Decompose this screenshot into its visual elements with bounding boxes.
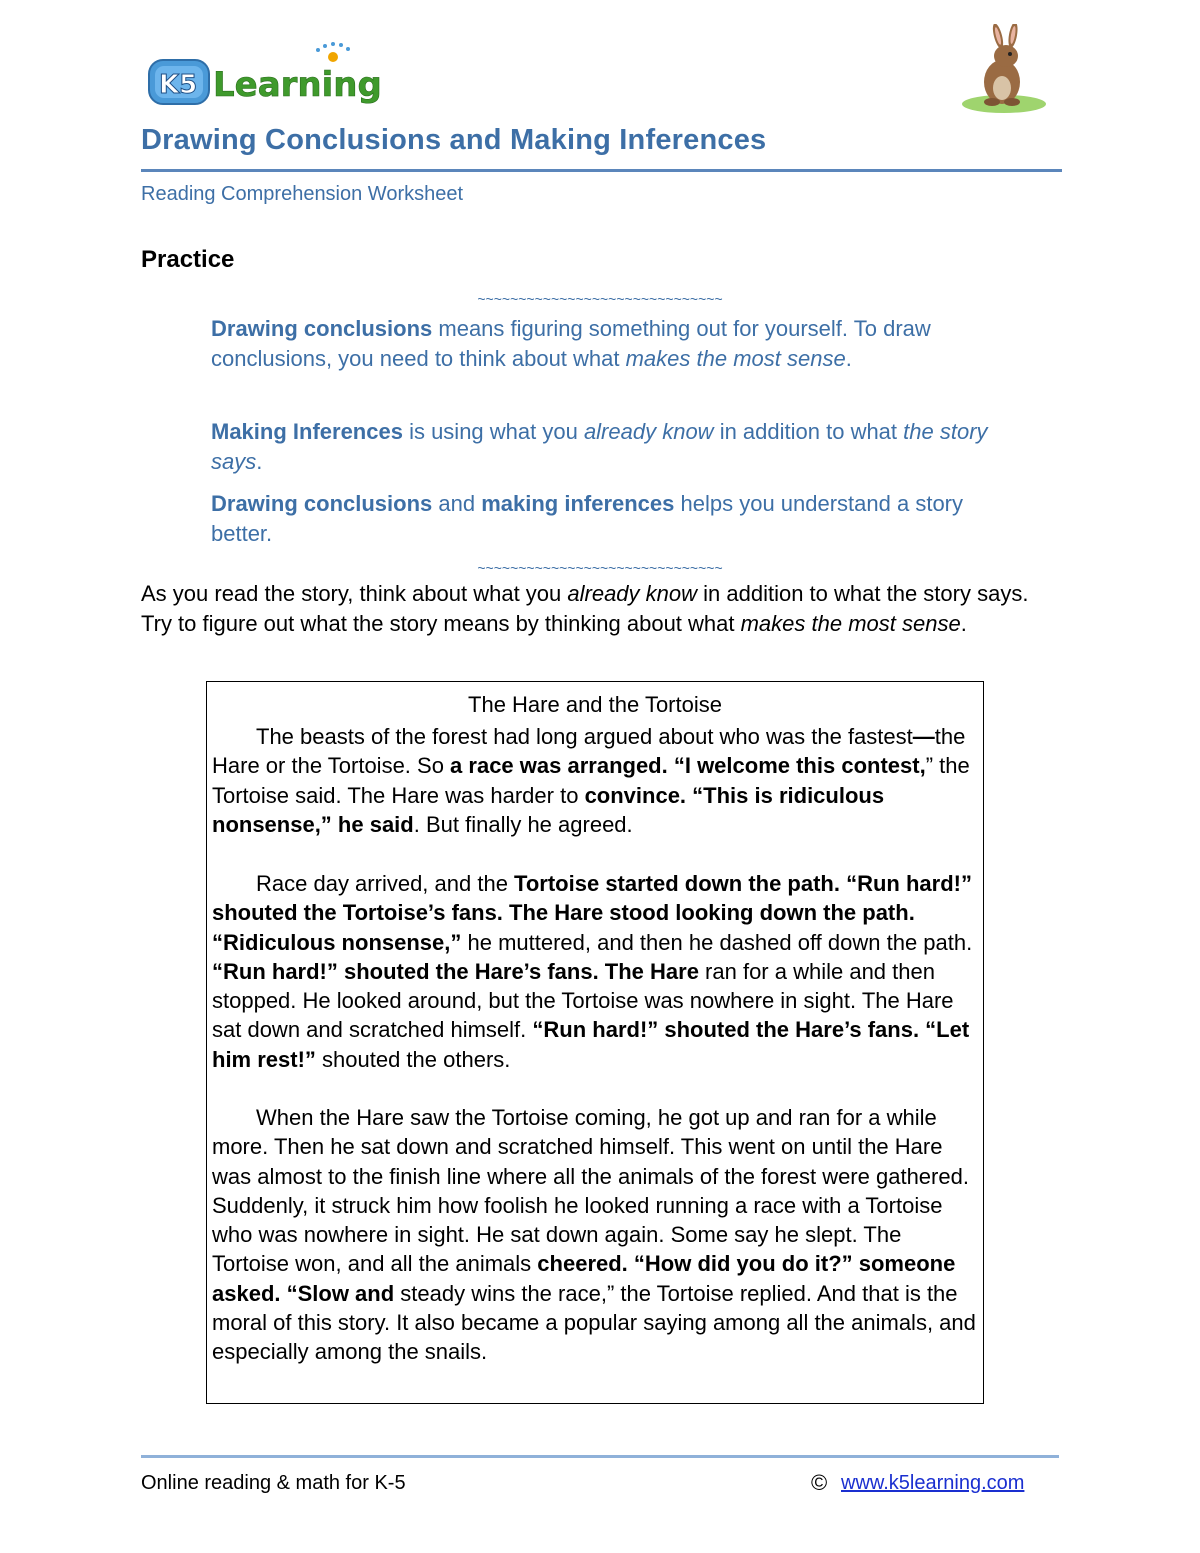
- definition-emphasis: already know: [583, 419, 714, 444]
- separator-bottom: ~~~~~~~~~~~~~~~~~~~~~~~~~~~~~~: [477, 560, 723, 576]
- story-text: . But finally he agreed.: [413, 811, 633, 837]
- story-text: ” the Tortoise said. The Hare was harder to: [212, 753, 970, 808]
- k5-learning-logo: [143, 40, 403, 112]
- definition-making-inferences: [211, 417, 1011, 477]
- definition-text: in addition to what: [713, 419, 904, 444]
- definition-term: making inferences: [481, 491, 675, 516]
- definition-emphasis: makes the most sense: [625, 346, 846, 371]
- section-heading: Practice: [141, 246, 235, 273]
- instructions-text: in addition to what the story says. Try to figure out what the story means by thinking about what: [141, 581, 1029, 636]
- story-bold-text: “Run hard!” shouted the Hare’s fans. “Let him rest!”: [212, 1017, 970, 1072]
- story-bold-text: convince. “This is ridiculous nonsense,” he said: [212, 782, 885, 837]
- story-text: shouted the others.: [315, 1046, 511, 1072]
- story-bold-text: cheered. “How did you do it?” someone asked. “Slow and: [212, 1251, 956, 1306]
- footer-tagline: Online reading & math for K-5: [141, 1472, 406, 1494]
- footer-divider: [141, 1455, 1059, 1458]
- copyright-symbol: ©: [811, 1470, 828, 1495]
- story-paragraph-3: [212, 1103, 982, 1367]
- title-divider: [141, 169, 1062, 172]
- definition-emphasis: the story says: [211, 419, 988, 474]
- svg-text:Learning: Learning: [213, 65, 382, 105]
- story-text: ran for a while and then stopped. He looked around, but the Tortoise was nowhere in sight. The Hare sat down and scratched himself.: [212, 958, 954, 1043]
- website-link[interactable]: www.k5learning.com: [841, 1472, 1025, 1494]
- story-bold-text: “Run hard!” shouted the Hare’s fans. The Hare: [212, 958, 699, 984]
- separator-top: ~~~~~~~~~~~~~~~~~~~~~~~~~~~~~~: [477, 291, 723, 307]
- story-text: he muttered, and then he dashed off down the path.: [461, 929, 973, 955]
- definition-text: is using what you: [402, 419, 584, 444]
- definition-text: and: [432, 491, 482, 516]
- instructions-text: As you read the story, think about what you: [141, 581, 568, 606]
- rabbit-illustration: [958, 24, 1050, 114]
- definition-text: helps you understand a story better.: [211, 491, 964, 546]
- instructions-emphasis: already know: [567, 581, 698, 606]
- definition-term: Making Inferences: [211, 419, 403, 444]
- story-text: Race day arrived, and the: [256, 871, 515, 896]
- definition-summary: [211, 489, 1011, 549]
- instructions-paragraph: [141, 579, 1061, 639]
- definition-text: .: [845, 346, 852, 371]
- definition-text: means figuring something out for yourself. To draw conclusions, you need to think about what: [211, 316, 931, 371]
- story-paragraph-2: [212, 869, 982, 1074]
- story-title: The Hare and the Tortoise: [468, 692, 722, 717]
- story-paragraph-1: [212, 722, 982, 839]
- definition-term: Drawing conclusions: [211, 316, 433, 341]
- story-bold-text: —: [912, 724, 935, 749]
- story-bold-text: Tortoise started down the path. “Run hard!” shouted the Tortoise’s fans. The Hare stood looking down the path. “Ridiculous nonsense,”: [212, 871, 972, 955]
- definition-text: .: [256, 449, 263, 474]
- page-title: Drawing Conclusions and Making Inferences: [141, 124, 767, 156]
- story-text: steady wins the race,” the Tortoise replied. And that is the moral of this story. It also became a popular saying among all the animals, and especially among the snails.: [212, 1280, 976, 1365]
- page-subtitle: Reading Comprehension Worksheet: [141, 183, 464, 205]
- story-text: the Hare or the Tortoise. So: [212, 724, 966, 779]
- svg-text:K5: K5: [159, 70, 198, 100]
- story-bold-text: a race was arranged. “I welcome this contest,: [450, 753, 926, 779]
- definition-drawing-conclusions: [211, 314, 1011, 374]
- definition-term: Drawing conclusions: [211, 491, 433, 516]
- instructions-emphasis: makes the most sense: [740, 611, 961, 636]
- instructions-text: .: [960, 611, 967, 636]
- story-text: The beasts of the forest had long argued about who was the fastest: [256, 724, 913, 749]
- story-text: When the Hare saw the Tortoise coming, he got up and ran for a while more. Then he sat down and scratched himself. This went on until the Hare was almost to the finish line where all the animals of the forest were gathered. Suddenly, it struck him how foolish he looked running a race with a Tortoise who was nowhere in sight. He sat down again. Some say he slept. The Tortoise won, and all the animals: [212, 1105, 969, 1277]
